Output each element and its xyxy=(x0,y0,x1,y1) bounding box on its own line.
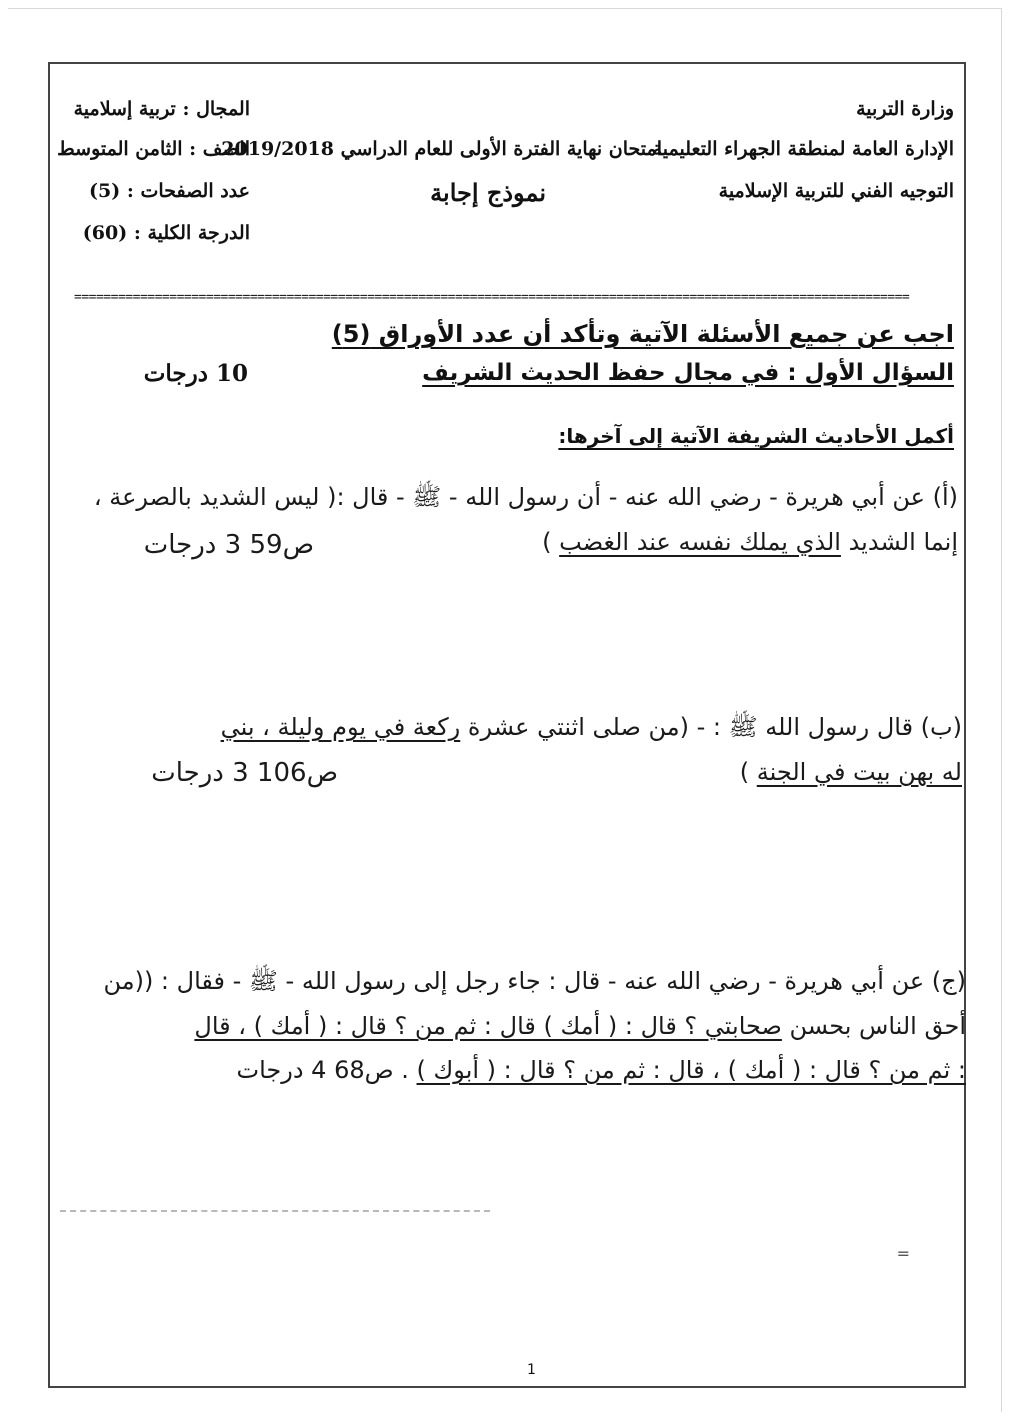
hadith-a-answer: الذي يملك نفسه عند الغضب xyxy=(559,528,841,556)
pages-count-field: عدد الصفحات : (5) xyxy=(89,180,250,202)
hadith-c-reference: ص68 4 درجات xyxy=(236,1056,394,1084)
page-number: 1 xyxy=(527,1362,536,1378)
hadith-a-close: ) xyxy=(542,528,560,556)
hadith-b-line-1 xyxy=(221,712,962,747)
subject-field: المجال : تربية إسلامية xyxy=(73,98,250,120)
hadith-b-line-2 xyxy=(740,758,962,786)
hadith-a-line-1: (أ) عن أبي هريرة - رضي الله عنه - أن رسول الله - ﷺ - قال :( ليس الشديد بالصرعة ، xyxy=(93,483,958,511)
question-1-title: السؤال الأول : في مجال حفظ الحديث الشريف xyxy=(422,360,954,386)
question-1-task: أكمل الأحاديث الشريفة الآتية إلى آخرها: xyxy=(558,424,954,448)
pages-count: (5) xyxy=(331,320,371,348)
exam-title: امتحان نهاية الفترة الأولى للعام الدراسي 2019/2018 xyxy=(221,138,662,160)
question-1-score: 10 درجات xyxy=(143,360,248,387)
main-instruction xyxy=(332,320,954,348)
hadith-a-text: إنما الشديد xyxy=(840,528,958,556)
hadith-b-close: ) xyxy=(739,758,757,786)
hadith-c-answer-2: : ثم من ؟ قال : ( أمك ) ، قال : ثم من ؟ قال : ( أبوك ) xyxy=(416,1056,966,1084)
department-name: التوجيه الفني للتربية الإسلامية xyxy=(718,180,954,202)
hadith-b-answer-1: ركعة في يوم وليلة ، بني xyxy=(220,713,461,741)
ministry-name: وزارة التربية xyxy=(856,98,954,120)
answer-model-label: نموذج إجابة xyxy=(430,178,546,207)
scan-dashed-line xyxy=(60,1210,490,1212)
hadith-b-reference: ص106 3 درجات xyxy=(151,758,338,788)
hadith-c-text: أحق الناس بحسن xyxy=(781,1012,966,1040)
hadith-c-line-3 xyxy=(237,1056,967,1084)
hadith-a-reference: ص59 3 درجات xyxy=(143,530,314,560)
header-divider: ================================================================================================================== xyxy=(74,294,910,305)
main-instruction-text: اجب عن جميع الأسئلة الآتية وتأكد أن عدد الأوراق xyxy=(370,320,954,348)
hadith-b-text: (ب) قال رسول الله ﷺ : - (من صلى اثنتي عشرة xyxy=(460,713,962,741)
hadith-a-line-2 xyxy=(542,528,958,556)
total-score-field: الدرجة الكلية : (60) xyxy=(82,222,250,244)
hadith-c-answer-1: صحابتي ؟ قال : ( أمك ) قال : ثم من ؟ قال : ( أمك ) ، قال xyxy=(194,1012,782,1040)
hadith-c-line-1: (ج) عن أبي هريرة - رضي الله عنه - قال : جاء رجل إلى رسول الله - ﷺ - فقال : ((من xyxy=(103,967,966,995)
grade-field: الصف : الثامن المتوسط xyxy=(57,138,250,160)
directorate-name: الإدارة العامة لمنطقة الجهراء التعليمية xyxy=(652,138,954,160)
hadith-b-answer-2: له بهن بيت في الجنة xyxy=(756,758,962,786)
hadith-c-separator: . xyxy=(393,1056,417,1084)
hadith-c-line-2 xyxy=(194,1012,966,1040)
side-mark: = xyxy=(896,1244,910,1263)
